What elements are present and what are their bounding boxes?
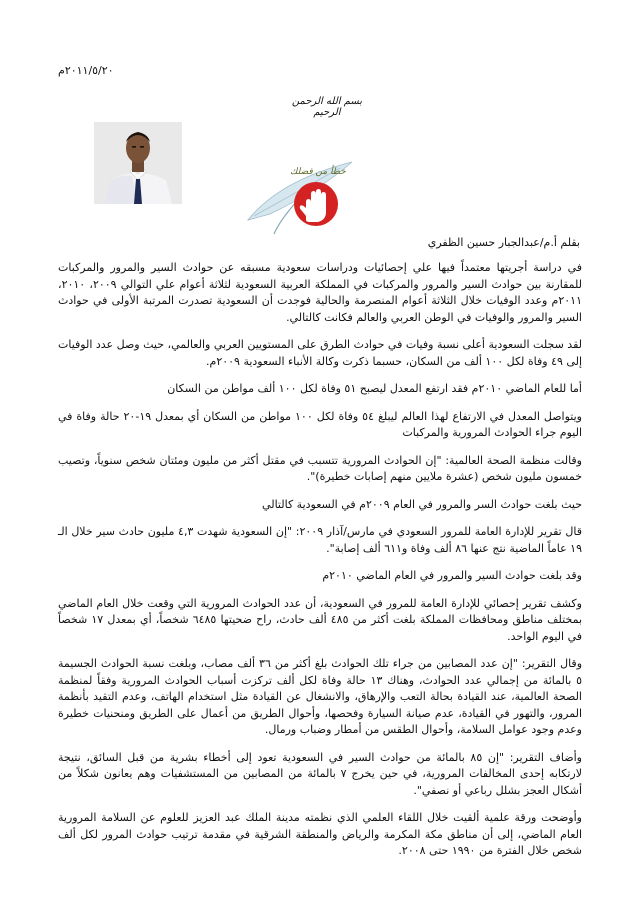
paragraph-2009-heading: حيث بلغت حوادث السر والمرور في العام ٢٠٠٩م في السعودية كالتالي (262, 497, 582, 511)
paragraph-human-error: وأضاف التقرير: "إن ٨٥ بالمائة من حوادث السير في السعودية تعود إلى أخطاء بشرية من قبل السائق، نتيجة لارتكابه إحدى المخالفات المرورية، في حين يخرج ٧ بالمائة من المصابين من المستشفيات وهم يعانون شكلاً من أشكال العجز بشلل رباعي أو نصفي". (58, 750, 583, 797)
basmala-heading: بسم الله الرحمن الرحيم (291, 96, 363, 118)
svg-text:خطأ من فضلك: خطأ من فضلك (290, 167, 346, 177)
paragraph-traffic-report-2009: قال تقرير للإدارة العامة للمرور السعودي في مارس/آذار ٢٠٠٩: "إن السعودية شهدت ٤,٣ مليون حادث سير خلال الـ ١٩ عاماً الماضية نتج عنها ٨٦ ألف وفاة و٦١١ ألف إصابة". (58, 525, 583, 555)
document-date: ٢٠١١/٥/٢٠م (58, 64, 114, 77)
paragraph-2009-death-rate: لقد سجلت السعودية أعلى نسبة وفيات في حوادث الطرق على المستويين العربي والعالمي، حيث وصل عدد الوفيات إلى ٤٩ وفاة لكل ١٠٠ ألف من السكان، حسبما ذكرت وكالة الأنباء السعودية ٢٠٠٩م. (58, 338, 582, 368)
paragraph-injuries-causes: وقال التقرير: "إن عدد المصابين من جراء تلك الحوادث بلغ أكثر من ٣٦ ألف مصاب، وبلغت نسبة الحوادث الجسيمة ٥ بالمائة من إجمالي عدد الحوادث، وهناك ١٣ حالة وفاة لكل ألف تركزت أسباب الحوادث المرورية وفقاً لمنظمة الصحة العالمية، عند القيادة بحالة التعب والإرهاق، والانشغال عن القيادة مثل استخدام الهاتف، وعدم التقيد بأنظمة المرور، والتهور في القيادة، عدم صيانة السيارة وفحصها، وأحوال الطريق من أعمال على الطريق ومنحنيات خطيرة وعدم وجود عوامل السلامة، وأحوال الطقس من أمطار وضباب ورمال. (58, 657, 583, 736)
author-photo (94, 122, 182, 204)
paragraph-intro: في دراسة أجريتها معتمداً فيها علي إحصائيات ودراسات سعودية مسبقه عن حوادث السير والمرور والمركبات للمقارنة بين حوادث السير والمرور والمركبات في المملكة العربية السعودية لثلاثة أعوام علي التوالي ٢٠٠٩، ٢٠١٠، ٢٠١١م وعدد الوفيات خلال الثلاثة أعوام المنصرمة والحالية فوجدت أن السعودية تصدرت المرتبة الأولى في حوادث السير والمرور والوفيات في الوطن العربي والعالم فكانت كالتالي. (58, 261, 582, 324)
paragraph-scientific-paper: وأوضحت ورقة علمية ألقيت خلال اللقاء العلمي الذي نظمته مدينة الملك عبد العزيز للعلوم عن السلامة المرورية العام الماضي، إلى أن مناطق مكة المكرمة والرياض والمنطقة الشرقية في مقدمة ترتيب حوادث المرور لكل ألف شخص خلال الفترة من ١٩٩٠ حتى ٢٠٠٨. (58, 811, 582, 857)
paragraph-2010-heading: وقد بلغت حوادث السير والمرور في العام الماضي ٢٠١٠م (322, 569, 582, 582)
stop-hand-icon (240, 150, 360, 236)
stop-hand-emblem (240, 150, 360, 236)
author-byline: بقلم أ.م/عبدالجبار حسين الظفري (427, 236, 580, 249)
paragraph-2010-rate: أما للعام الماضي ٢٠١٠م فقد ارتفع المعدل ليصبح ٥١ وفاة لكل ١٠٠ ألف مواطن من السكان (167, 382, 582, 395)
paragraph-statistical-report: وكشف تقرير إحصائي للإدارة العامة للمرور في السعودية، أن عدد الحوادث المرورية التي وقعت خلال العام الماضي بمختلف مناطق ومحافظات المملكة بلغت أكثر من ٤٨٥ ألف حادث، راح ضحيتها ٦٤٨٥ شخصاً، أي بمعدل ١٧ شخصاً في اليوم الواحد. (58, 596, 583, 643)
paragraph-who-quote: وقالت منظمة الصحة العالمية: "إن الحوادث المرورية تتسبب في مقتل أكثر من مليون ومئتان شخص سنوياً، وتصيب خمسون مليون شخص (عشرة ملايين منهم إصابات خطيرة)". (58, 453, 582, 483)
article-body (58, 260, 582, 871)
author-portrait-image (94, 122, 182, 204)
paragraph-2011-rate: ويتواصل المعدل في الارتفاع لهذا العالم ليبلغ ٥٤ وفاة لكل ١٠٠ مواطن من السكان أي بمعدل ١٩-٢٠ حالة وفاة في اليوم جراء الحوادث المرورية والمركبات (58, 409, 582, 439)
